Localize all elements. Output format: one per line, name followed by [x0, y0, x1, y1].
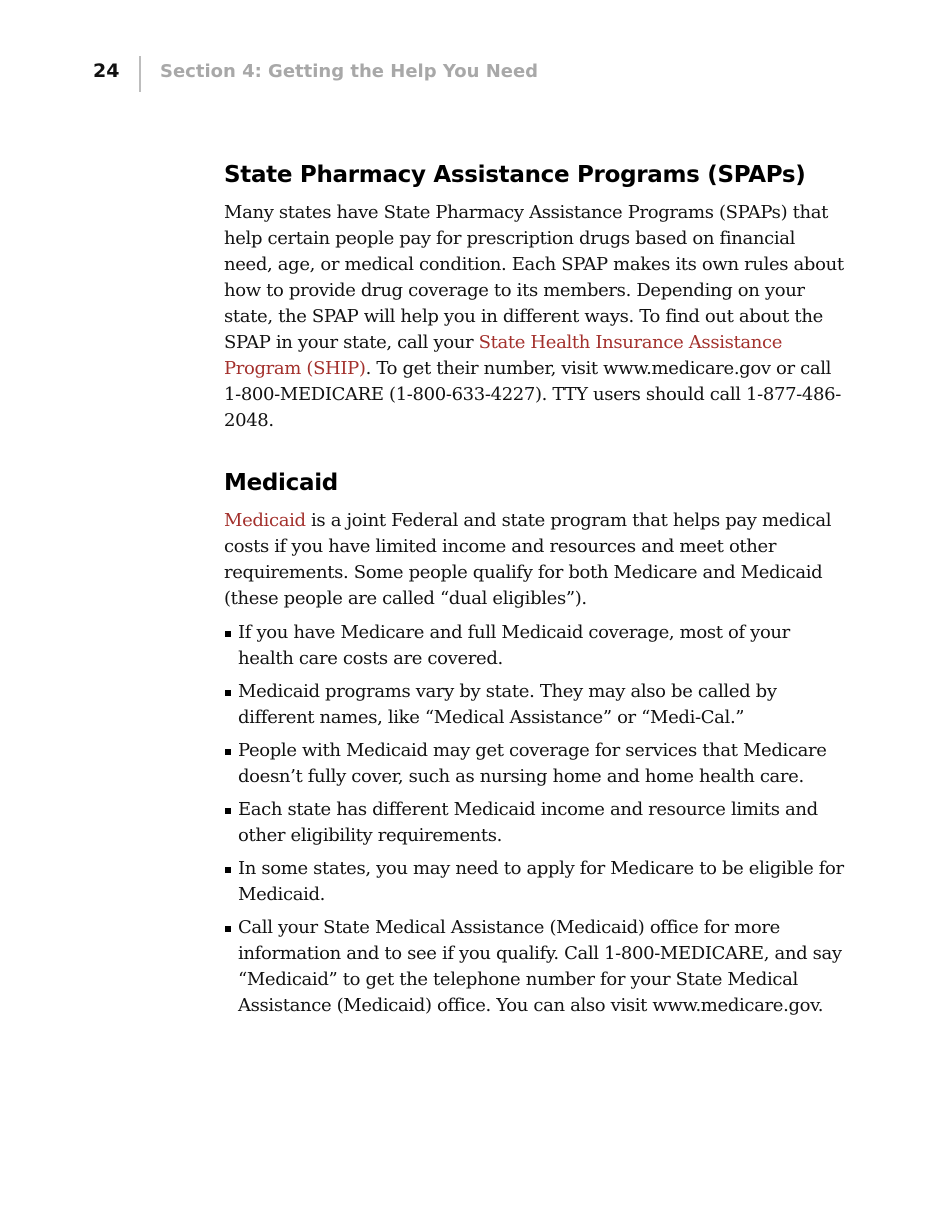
square-bullet-icon — [225, 631, 231, 637]
medicaid-intro-text: is a joint Federal and state program that helps pay medical costs if you have limited income and resources and meet other requirements. Some people qualify for both Medicare and Medicaid (these people are called “dual eligibles”). — [224, 510, 832, 609]
medicaid-bullet-list — [224, 620, 844, 1019]
square-bullet-icon — [225, 690, 231, 696]
section-spacer — [224, 434, 844, 468]
list-item — [224, 797, 844, 849]
list-item-text: In some states, you may need to apply for Medicare to be eligible for Medicaid. — [238, 858, 844, 905]
list-item-text: If you have Medicare and full Medicaid coverage, most of your health care costs are covered. — [238, 622, 790, 669]
list-item-text: People with Medicaid may get coverage for services that Medicare doesn’t fully cover, such as nursing home and home health care. — [238, 740, 827, 787]
spap-section — [224, 160, 844, 434]
main-content — [224, 160, 844, 1026]
page-header — [0, 56, 950, 92]
list-item — [224, 915, 844, 1019]
medicaid-section — [224, 468, 844, 1019]
medicaid-heading: Medicaid — [224, 470, 338, 496]
page-number: 24 — [93, 60, 120, 82]
square-bullet-icon — [225, 808, 231, 814]
square-bullet-icon — [225, 749, 231, 755]
list-item-text: Each state has different Medicaid income and resource limits and other eligibility requirements. — [238, 799, 818, 846]
list-item — [224, 620, 844, 672]
header-divider — [139, 56, 141, 92]
ship-link[interactable]: State Health Insurance Assistance Program (SHIP) — [224, 332, 783, 379]
list-item — [224, 738, 844, 790]
spap-paragraph — [224, 200, 844, 434]
list-item-text: Medicaid programs vary by state. They may also be called by different names, like “Medical Assistance” or “Medi-Cal.” — [238, 681, 777, 728]
list-item — [224, 856, 844, 908]
square-bullet-icon — [225, 926, 231, 932]
medicaid-intro — [224, 508, 844, 612]
spap-text-after-link: . To get their number, visit www.medicare.gov or call 1-800-MEDICARE (1-800-633-4227). TTY users should call 1-877-486-2048. — [224, 358, 841, 431]
section-title: Section 4: Getting the Help You Need — [160, 61, 539, 82]
list-item — [224, 679, 844, 731]
spap-heading: State Pharmacy Assistance Programs (SPAPs) — [224, 162, 806, 188]
spap-text-before-link: Many states have State Pharmacy Assistance Programs (SPAPs) that help certain people pay for prescription drugs based on financial need, age, or medical condition. Each SPAP makes its own rules about how to provide drug coverage to its members. Depending on your state, the SPAP will help you in different ways. To find out about the SPAP in your state, call your — [224, 202, 844, 353]
square-bullet-icon — [225, 867, 231, 873]
list-item-text: Call your State Medical Assistance (Medicaid) office for more information and to see if you qualify. Call 1-800-MEDICARE, and say “Medicaid” to get the telephone number for your State Medical Assistance (Medicaid) office. You can also visit www.medicare.gov. — [238, 917, 842, 1016]
medicaid-link[interactable]: Medicaid — [224, 510, 306, 531]
